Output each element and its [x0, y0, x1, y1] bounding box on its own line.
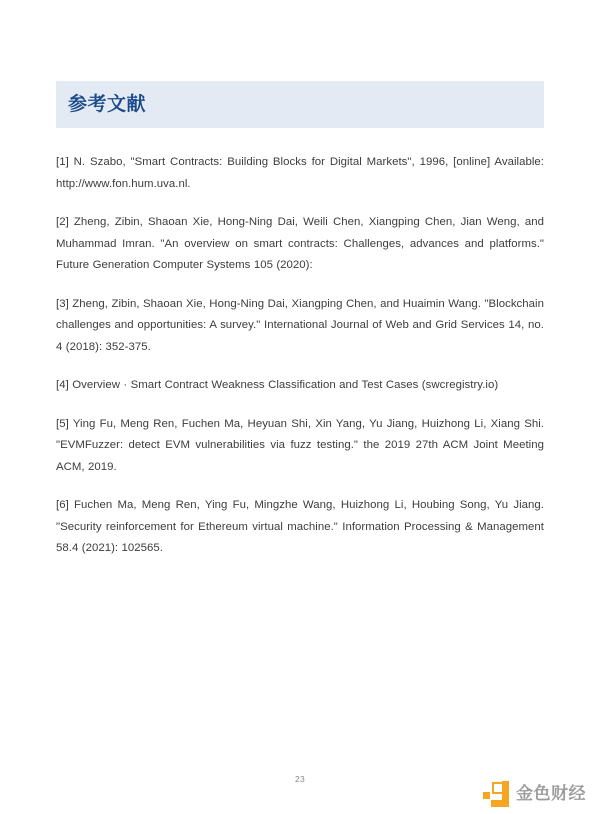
reference-entry: [5] Ying Fu, Meng Ren, Fuchen Ma, Heyuan Shi, Xin Yang, Yu Jiang, Huizhong Li, Xiang Shi. "EVMFuzzer: detect EVM vulnerabilities via fuzz testing." the 2019 27th ACM Joint Meeting ACM, 2019. — [56, 417, 544, 473]
reference-entry: [1] N. Szabo, "Smart Contracts: Building Blocks for Digital Markets", 1996, [online] Available: http://www.fon.hum.uva.nl. — [56, 156, 544, 190]
jinse-logo-icon — [483, 781, 509, 807]
logo-bracket-horizontal — [491, 800, 509, 807]
brand-watermark — [483, 781, 586, 807]
brand-name: 金色财经 — [516, 783, 586, 804]
page-number: 23 — [294, 774, 306, 784]
reference-entry: [3] Zheng, Zibin, Shaoan Xie, Hong-Ning Dai, Xiangping Chen, and Huaimin Wang. "Blockchain challenges and opportunities: A survey." International Journal of Web and Grid Services 14, no. 4 (2018): 352-375. — [56, 297, 544, 353]
reference-list — [56, 152, 544, 560]
section-header-references — [56, 81, 544, 128]
logo-small-square — [483, 792, 490, 799]
reference-entry: [4] Overview · Smart Contract Weakness Classification and Test Cases (swcregistry.io) — [56, 379, 499, 391]
reference-entry: [2] Zheng, Zibin, Shaoan Xie, Hong-Ning Dai, Weili Chen, Xiangping Chen, Jian Weng, and Muhammad Imran. "An overview on smart contracts: Challenges, advances and platforms." Future Generation Computer Systems 105 (2020): — [56, 216, 544, 271]
page-title: 参考文献 — [68, 93, 147, 115]
reference-entry: [6] Fuchen Ma, Meng Ren, Ying Fu, Mingzhe Wang, Huizhong Li, Houbing Song, Yu Jiang. "Security reinforcement for Ethereum virtual machine." Information Processing & Management 58.4 (2021): 102565. — [56, 499, 544, 554]
